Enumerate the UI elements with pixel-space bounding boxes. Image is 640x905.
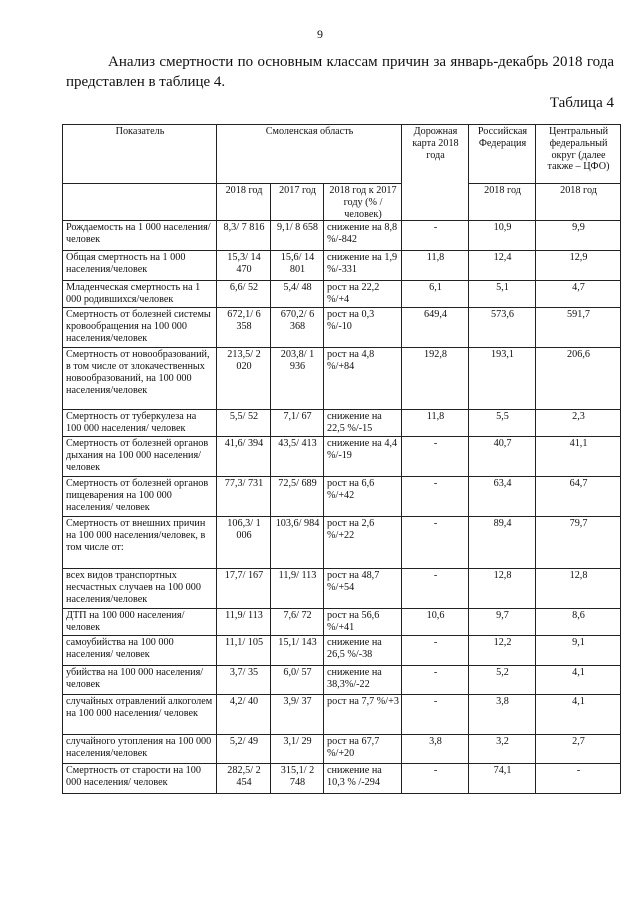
- row-value-2017: 103,6/ 984: [271, 517, 324, 569]
- row-roadmap: -: [402, 477, 469, 517]
- row-change: рост на 22,2 %/+4: [324, 281, 402, 308]
- header-roadmap: Дорожная карта 2018 года: [402, 125, 469, 221]
- row-cfo: 12,9: [536, 251, 621, 281]
- row-indicator: убийства на 100 000 населения/ человек: [63, 666, 217, 695]
- row-indicator: Общая смертность на 1 000 населения/человек: [63, 251, 217, 281]
- mortality-table: [62, 124, 621, 794]
- row-rf: 63,4: [469, 477, 536, 517]
- row-value-2017: 3,9/ 37: [271, 695, 324, 735]
- row-change: рост на 4,8 %/+84: [324, 348, 402, 410]
- row-roadmap: -: [402, 764, 469, 794]
- row-rf: 3,2: [469, 735, 536, 764]
- row-cfo: -: [536, 764, 621, 794]
- table-row: [63, 410, 621, 437]
- row-roadmap: -: [402, 437, 469, 477]
- row-value-2018: 8,3/ 7 816: [217, 221, 271, 251]
- row-value-2017: 7,1/ 67: [271, 410, 324, 437]
- row-value-2017: 9,1/ 8 658: [271, 221, 324, 251]
- row-rf: 9,7: [469, 609, 536, 636]
- table-row: [63, 517, 621, 569]
- header-region: Смоленская область: [217, 125, 402, 184]
- row-cfo: 2,7: [536, 735, 621, 764]
- row-roadmap: 192,8: [402, 348, 469, 410]
- row-change: рост на 56,6 %/+41: [324, 609, 402, 636]
- row-change: рост на 48,7 %/+54: [324, 569, 402, 609]
- row-value-2017: 670,2/ 6 368: [271, 308, 324, 348]
- row-indicator: случайных отравлений алкоголем на 100 000 населения/ человек: [63, 695, 217, 735]
- row-cfo: 41,1: [536, 437, 621, 477]
- row-rf: 12,4: [469, 251, 536, 281]
- row-change: рост на 7,7 %/+3: [324, 695, 402, 735]
- row-rf: 5,1: [469, 281, 536, 308]
- row-value-2017: 6,0/ 57: [271, 666, 324, 695]
- row-cfo: 4,1: [536, 695, 621, 735]
- header-cfo-year: 2018 год: [536, 184, 621, 221]
- row-cfo: 12,8: [536, 569, 621, 609]
- row-value-2017: 15,6/ 14 801: [271, 251, 324, 281]
- row-roadmap: 10,6: [402, 609, 469, 636]
- row-value-2017: 203,8/ 1 936: [271, 348, 324, 410]
- row-roadmap: -: [402, 666, 469, 695]
- row-roadmap: 3,8: [402, 735, 469, 764]
- row-value-2017: 43,5/ 413: [271, 437, 324, 477]
- row-value-2018: 672,1/ 6 358: [217, 308, 271, 348]
- row-rf: 40,7: [469, 437, 536, 477]
- row-cfo: 4,1: [536, 666, 621, 695]
- row-cfo: 9,1: [536, 636, 621, 666]
- row-value-2018: 213,5/ 2 020: [217, 348, 271, 410]
- table-row: [63, 308, 621, 348]
- table-row: [63, 221, 621, 251]
- row-indicator: Смертность от туберкулеза на 100 000 населения/ человек: [63, 410, 217, 437]
- row-change: рост на 6,6 %/+42: [324, 477, 402, 517]
- row-rf: 89,4: [469, 517, 536, 569]
- row-indicator: случайного утопления на 100 000 населения/человек: [63, 735, 217, 764]
- row-indicator: Смертность от новообразований, в том числе от злокачественных новообразований, на 100 000 населения/человек: [63, 348, 217, 410]
- row-value-2018: 282,5/ 2 454: [217, 764, 271, 794]
- row-indicator: Смертность от болезней органов пищеварения на 100 000 населения/ человек: [63, 477, 217, 517]
- row-value-2018: 106,3/ 1 006: [217, 517, 271, 569]
- table-row: [63, 348, 621, 410]
- table-row: [63, 636, 621, 666]
- header-cfo: Центральный федеральный округ (далее также – ЦФО): [536, 125, 621, 184]
- row-change: снижение на 1,9 %/-331: [324, 251, 402, 281]
- row-change: снижение на 10,3 % /-294: [324, 764, 402, 794]
- row-value-2018: 41,6/ 394: [217, 437, 271, 477]
- row-cfo: 64,7: [536, 477, 621, 517]
- row-rf: 12,8: [469, 569, 536, 609]
- row-value-2018: 4,2/ 40: [217, 695, 271, 735]
- row-indicator: Младенческая смертность на 1 000 родившихся/человек: [63, 281, 217, 308]
- header-rf-year: 2018 год: [469, 184, 536, 221]
- row-rf: 5,5: [469, 410, 536, 437]
- row-change: рост на 0,3 %/-10: [324, 308, 402, 348]
- row-rf: 10,9: [469, 221, 536, 251]
- row-change: снижение на 26,5 %/-38: [324, 636, 402, 666]
- row-rf: 573,6: [469, 308, 536, 348]
- page-number: 9: [317, 27, 323, 41]
- header-year-2017: 2017 год: [271, 184, 324, 221]
- row-change: снижение на 4,4 %/-19: [324, 437, 402, 477]
- row-value-2018: 5,2/ 49: [217, 735, 271, 764]
- table-row: [63, 695, 621, 735]
- row-value-2017: 3,1/ 29: [271, 735, 324, 764]
- row-change: рост на 2,6 %/+22: [324, 517, 402, 569]
- row-value-2018: 6,6/ 52: [217, 281, 271, 308]
- row-roadmap: -: [402, 636, 469, 666]
- row-rf: 12,2: [469, 636, 536, 666]
- row-value-2017: 72,5/ 689: [271, 477, 324, 517]
- row-value-2017: 315,1/ 2 748: [271, 764, 324, 794]
- row-indicator: Смертность от болезней системы кровообращения на 100 000 населения/человек: [63, 308, 217, 348]
- row-value-2017: 15,1/ 143: [271, 636, 324, 666]
- table-row: [63, 437, 621, 477]
- row-indicator: Рождаемость на 1 000 населения/человек: [63, 221, 217, 251]
- row-value-2018: 5,5/ 52: [217, 410, 271, 437]
- row-cfo: 591,7: [536, 308, 621, 348]
- table-caption: Таблица 4: [549, 95, 614, 111]
- row-indicator: Смертность от внешних причин на 100 000 населения/человек, в том числе от:: [63, 517, 217, 569]
- intro-paragraph: Анализ смертности по основным классам причин за январь-декабрь 2018 года представлен в таблице 4.: [66, 54, 614, 90]
- table-row: [63, 281, 621, 308]
- table-row: [63, 477, 621, 517]
- row-roadmap: -: [402, 569, 469, 609]
- row-indicator: всех видов транспортных несчастных случаев на 100 000 населения/человек: [63, 569, 217, 609]
- row-change: рост на 67,7 %/+20: [324, 735, 402, 764]
- table-row: [63, 251, 621, 281]
- row-cfo: 8,6: [536, 609, 621, 636]
- row-change: снижение на 38,3%/-22: [324, 666, 402, 695]
- row-roadmap: -: [402, 221, 469, 251]
- row-roadmap: -: [402, 695, 469, 735]
- header-year-2018: 2018 год: [217, 184, 271, 221]
- row-indicator: Смертность от старости на 100 000 населения/ человек: [63, 764, 217, 794]
- header-indicator-sub: [63, 184, 217, 221]
- row-cfo: 2,3: [536, 410, 621, 437]
- table-row: [63, 666, 621, 695]
- row-rf: 5,2: [469, 666, 536, 695]
- row-value-2018: 11,9/ 113: [217, 609, 271, 636]
- row-cfo: 79,7: [536, 517, 621, 569]
- row-roadmap: 6,1: [402, 281, 469, 308]
- row-change: снижение на 8,8 %/-842: [324, 221, 402, 251]
- row-cfo: 206,6: [536, 348, 621, 410]
- row-rf: 3,8: [469, 695, 536, 735]
- row-change: снижение на 22,5 %/-15: [324, 410, 402, 437]
- row-roadmap: 11,8: [402, 251, 469, 281]
- row-indicator: ДТП на 100 000 населения/человек: [63, 609, 217, 636]
- row-value-2018: 15,3/ 14 470: [217, 251, 271, 281]
- table-row: [63, 735, 621, 764]
- row-cfo: 4,7: [536, 281, 621, 308]
- header-indicator: Показатель: [63, 125, 217, 184]
- row-indicator: самоубийства на 100 000 населения/ человек: [63, 636, 217, 666]
- table-row: [63, 764, 621, 794]
- row-cfo: 9,9: [536, 221, 621, 251]
- row-value-2017: 5,4/ 48: [271, 281, 324, 308]
- row-value-2018: 17,7/ 167: [217, 569, 271, 609]
- header-change: 2018 год к 2017 году (% /человек): [324, 184, 402, 221]
- row-rf: 74,1: [469, 764, 536, 794]
- table-row: [63, 569, 621, 609]
- row-indicator: Смертность от болезней органов дыхания на 100 000 населения/ человек: [63, 437, 217, 477]
- table-row: [63, 609, 621, 636]
- row-value-2017: 7,6/ 72: [271, 609, 324, 636]
- header-rf: Российская Федерация: [469, 125, 536, 184]
- row-value-2018: 11,1/ 105: [217, 636, 271, 666]
- row-roadmap: 649,4: [402, 308, 469, 348]
- row-roadmap: 11,8: [402, 410, 469, 437]
- row-value-2018: 3,7/ 35: [217, 666, 271, 695]
- row-rf: 193,1: [469, 348, 536, 410]
- row-roadmap: -: [402, 517, 469, 569]
- row-value-2017: 11,9/ 113: [271, 569, 324, 609]
- row-value-2018: 77,3/ 731: [217, 477, 271, 517]
